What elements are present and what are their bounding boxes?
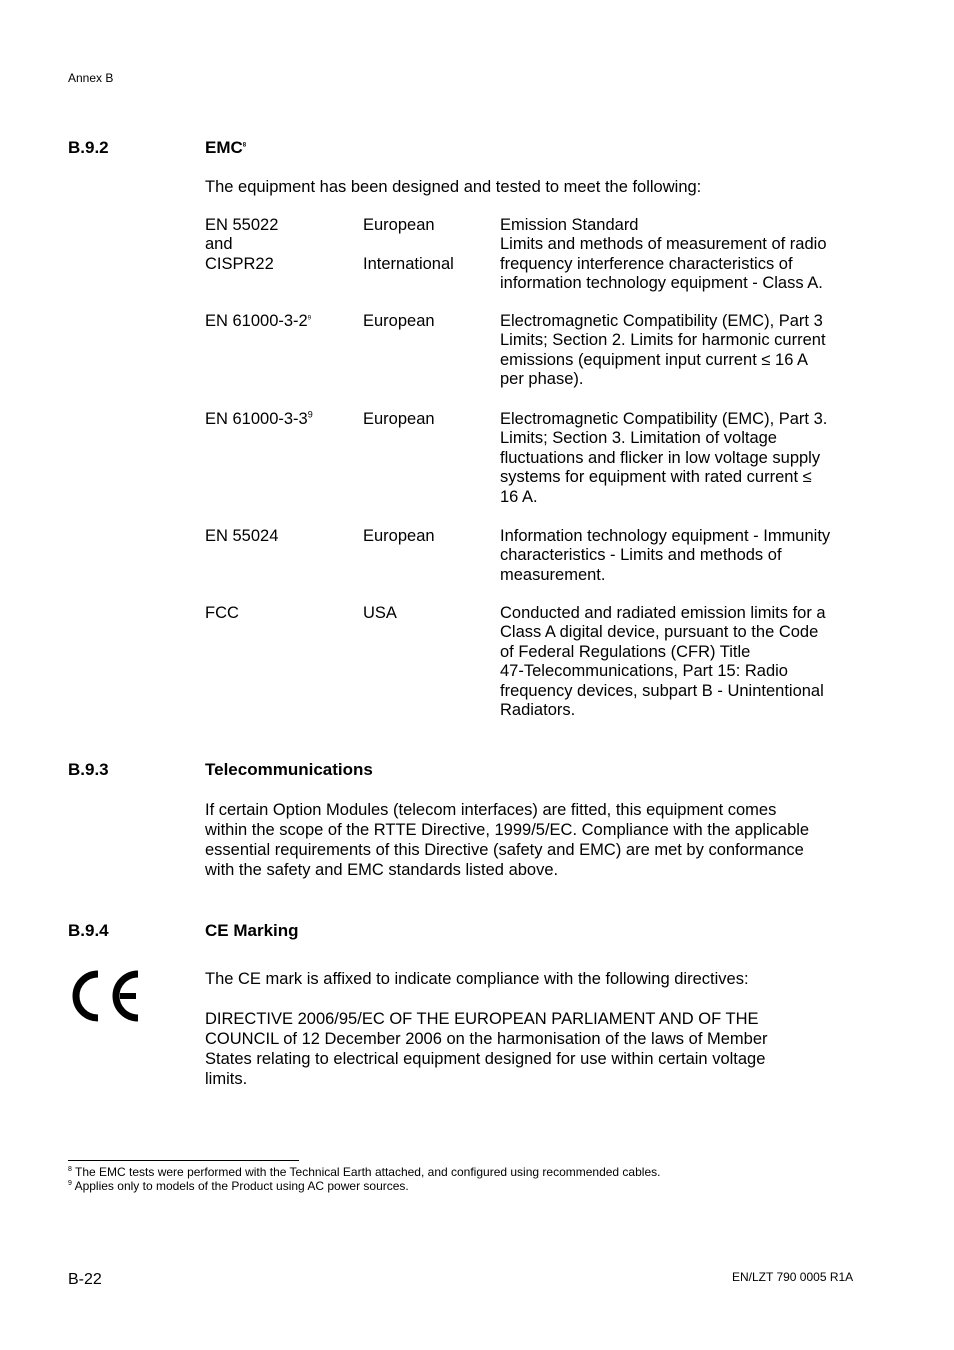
footnote-ref: 8 bbox=[242, 142, 247, 149]
standard-row-en61000-3-3 bbox=[205, 410, 865, 510]
desc-line: Electromagnetic Compatibility (EMC), Part 3. bbox=[500, 410, 828, 428]
standard-description bbox=[500, 312, 865, 390]
directive-line: limits. bbox=[205, 1070, 248, 1088]
desc-line: Conducted and radiated emission limits for a bbox=[500, 604, 826, 622]
footnote-number: 8 bbox=[68, 1166, 72, 1173]
desc-line: emissions (equipment input current ≤ 16 A bbox=[500, 350, 809, 369]
desc-line: fluctuations and flicker in low voltage supply bbox=[500, 448, 821, 467]
desc-line: Emission Standard bbox=[500, 216, 639, 234]
region-line: European bbox=[363, 216, 435, 234]
footnote-text: The EMC tests were performed with the Technical Earth attached, and configured using recommended cables. bbox=[75, 1165, 661, 1179]
standard-description bbox=[500, 527, 865, 585]
desc-line: Limits; Section 3. Limitation of voltage bbox=[500, 429, 777, 448]
std-text: EN 61000-3-2 bbox=[205, 312, 308, 330]
standard-description bbox=[500, 410, 865, 507]
standard-description bbox=[500, 216, 865, 294]
region-line: International bbox=[363, 254, 454, 273]
std-line: CISPR22 bbox=[205, 254, 274, 273]
running-header: Annex B bbox=[68, 71, 114, 85]
desc-line: Limits and methods of measurement of radio bbox=[500, 235, 827, 254]
body-line: essential requirements of this Directive (safety and EMC) are met by conformance bbox=[205, 841, 804, 859]
desc-line: Limits; Section 2. Limits for harmonic current bbox=[500, 331, 826, 350]
standard-row-en55022 bbox=[205, 216, 865, 296]
standard-description bbox=[500, 604, 865, 720]
footnote-9 bbox=[68, 1179, 409, 1193]
body-line: If certain Option Modules (telecom interfaces) are fitted, this equipment comes bbox=[205, 801, 777, 819]
standard-name bbox=[205, 312, 360, 331]
standard-region: European bbox=[363, 410, 435, 428]
document-id: EN/LZT 790 0005 R1A bbox=[732, 1270, 854, 1284]
region-line-blank bbox=[363, 235, 493, 254]
desc-line: 16 A. bbox=[500, 487, 538, 506]
desc-line: frequency devices, subpart B - Unintentional bbox=[500, 681, 824, 700]
desc-line: 47-Telecommunications, Part 15: Radio bbox=[500, 662, 788, 681]
directive-line: DIRECTIVE 2006/95/EC OF THE EUROPEAN PARLIAMENT AND OF THE bbox=[205, 1010, 759, 1028]
directive-line: States relating to electrical equipment designed for use within certain voltage bbox=[205, 1050, 766, 1068]
body-line: within the scope of the RTTE Directive, 1999/5/EC. Compliance with the applicable bbox=[205, 821, 810, 839]
std-line: and bbox=[205, 235, 233, 254]
section-title-ce-marking: CE Marking bbox=[205, 921, 299, 940]
emc-intro: The equipment has been designed and tested to meet the following: bbox=[205, 178, 702, 196]
telecom-body bbox=[205, 800, 865, 880]
desc-line: frequency interference characteristics of bbox=[500, 254, 793, 273]
desc-line: Information technology equipment - Immunity bbox=[500, 527, 831, 545]
directive-line: COUNCIL of 12 December 2006 on the harmonisation of the laws of Member bbox=[205, 1030, 768, 1048]
section-title-text: EMC bbox=[205, 138, 243, 157]
standard-name: FCC bbox=[205, 604, 239, 622]
section-number-b94: B.9.4 bbox=[68, 921, 109, 940]
footnote-ref: 9 bbox=[307, 409, 313, 420]
standard-region: European bbox=[363, 312, 435, 330]
footnote-8 bbox=[68, 1165, 660, 1179]
section-number-b93: B.9.3 bbox=[68, 760, 109, 779]
footnote-text: Applies only to models of the Product using AC power sources. bbox=[74, 1179, 409, 1193]
std-line: EN 55022 bbox=[205, 216, 279, 234]
std-text: EN 61000-3-3 bbox=[205, 410, 308, 428]
desc-line: Class A digital device, pursuant to the Code bbox=[500, 623, 819, 642]
desc-line: systems for equipment with rated current ≤ bbox=[500, 468, 812, 487]
footnote-number: 9 bbox=[68, 1180, 72, 1187]
section-number-b92: B.9.2 bbox=[68, 138, 109, 157]
footnote-ref: 9 bbox=[307, 315, 312, 322]
desc-line: information technology equipment - Class A. bbox=[500, 274, 823, 293]
ce-intro: The CE mark is affixed to indicate compliance with the following directives: bbox=[205, 970, 749, 988]
ce-directive bbox=[205, 1009, 865, 1089]
section-title-emc bbox=[205, 138, 246, 158]
ce-mark-icon bbox=[68, 968, 142, 1024]
section-title-telecom: Telecommunications bbox=[205, 760, 373, 779]
standard-row-en61000-3-2 bbox=[205, 312, 865, 392]
page-number: B-22 bbox=[68, 1271, 102, 1288]
footnote-separator bbox=[68, 1160, 299, 1161]
desc-line: characteristics - Limits and methods of bbox=[500, 546, 782, 565]
standard-region: USA bbox=[363, 604, 397, 622]
standard-region: European bbox=[363, 527, 435, 545]
standard-row-fcc bbox=[205, 604, 865, 724]
desc-line: of Federal Regulations (CFR) Title bbox=[500, 642, 751, 661]
standard-name: EN 55024 bbox=[205, 527, 279, 545]
desc-line: Electromagnetic Compatibility (EMC), Part 3 bbox=[500, 312, 823, 330]
standard-row-en55024 bbox=[205, 527, 865, 587]
body-line: with the safety and EMC standards listed above. bbox=[205, 861, 559, 879]
desc-line: per phase). bbox=[500, 370, 584, 389]
desc-line: measurement. bbox=[500, 565, 606, 584]
standard-region bbox=[363, 216, 493, 274]
desc-line: Radiators. bbox=[500, 701, 576, 720]
standard-name bbox=[205, 216, 360, 274]
standard-name bbox=[205, 410, 360, 429]
